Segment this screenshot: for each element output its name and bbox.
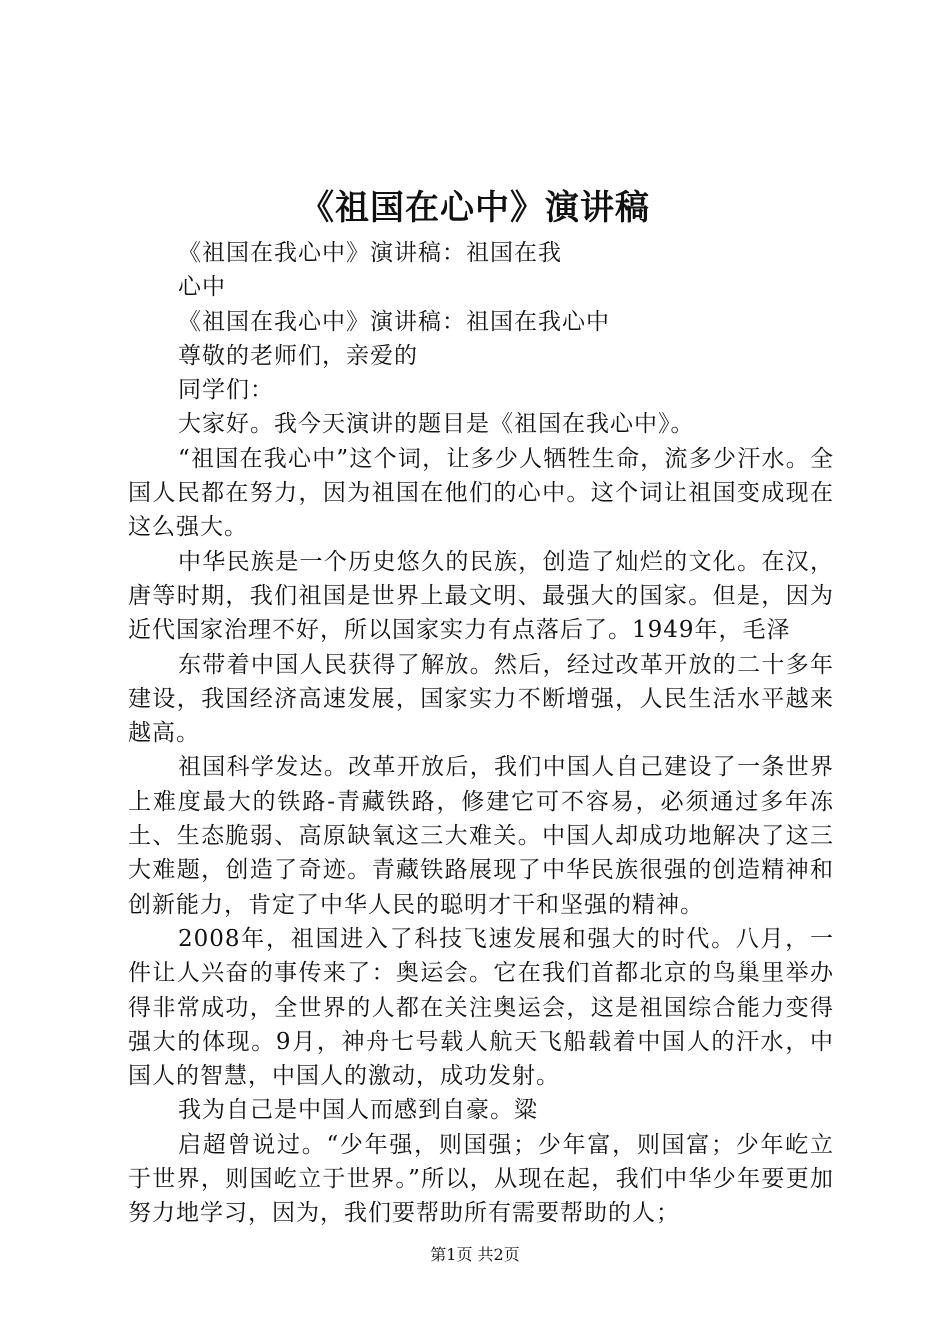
paragraph: 2008年，祖国进入了科技飞速发展和强大的时代。八月，一件让人兴奋的事传来了：奥运会。它在我们首都北京的鸟巢里举办得非常成功，全世界的人都在关注奥运会，这是祖国综合能力变得强大的体现。9月，神舟七号载人航天飞船载着中国人的汗水，中国人的智慧，中国人的激动，成功发射。 (128, 925, 834, 1090)
paragraph: 东带着中国人民获得了解放。然后，经过改革开放的二十多年建设，我国经济高速发展，国家实力不断增强，人民生活水平越来越高。 (128, 651, 834, 747)
paragraph: 启超曾说过。“少年强，则国强；少年富，则国富；少年屹立于世界，则国屹立于世界。”所以，从现在起，我们中华少年要更加努力地学习，因为，我们要帮助所有需要帮助的人； (128, 1131, 834, 1227)
paragraph: 我为自己是中国人而感到自豪。粱 (178, 1097, 538, 1124)
document-body (128, 236, 834, 1231)
paragraph: “祖国在我心中”这个词，让多少人牺牲生命，流多少汗水。全国人民都在努力，因为祖国在他们的心中。这个词让祖国变成现在这么强大。 (128, 445, 834, 541)
paragraph: 中华民族是一个历史悠久的民族，创造了灿烂的文化。在汉，唐等时期，我们祖国是世界上最文明、最强大的国家。但是，因为近代国家治理不好，所以国家实力有点落后了。1949年，毛泽 (128, 548, 834, 644)
paragraph: 心中 (178, 274, 226, 301)
document-title: 《祖国在心中》演讲稿 (300, 188, 650, 228)
paragraph: 大家好。我今天演讲的题目是《祖国在我心中》。 (178, 411, 695, 438)
paragraph: 尊敬的老师们，亲爱的 (178, 342, 418, 369)
paragraph: 祖国科学发达。改革开放后，我们中国人自己建设了一条世界上难度最大的铁路-青藏铁路，修建它可不容易，必须通过多年冻土、生态脆弱、高原缺氧这三大难关。中国人却成功地解决了这三大难题，创造了奇迹。青藏铁路展现了中华民族很强的创造精神和创新能力，肯定了中华人民的聪明才干和坚强的精神。 (128, 754, 834, 918)
paragraph: 《祖国在我心中》演讲稿：祖国在我心中 (178, 308, 610, 335)
paragraph: 同学们： (178, 377, 274, 404)
paragraph: 《祖国在我心中》演讲稿：祖国在我 (178, 240, 562, 266)
page-number-footer: 第1页 共2页 (430, 1245, 520, 1264)
